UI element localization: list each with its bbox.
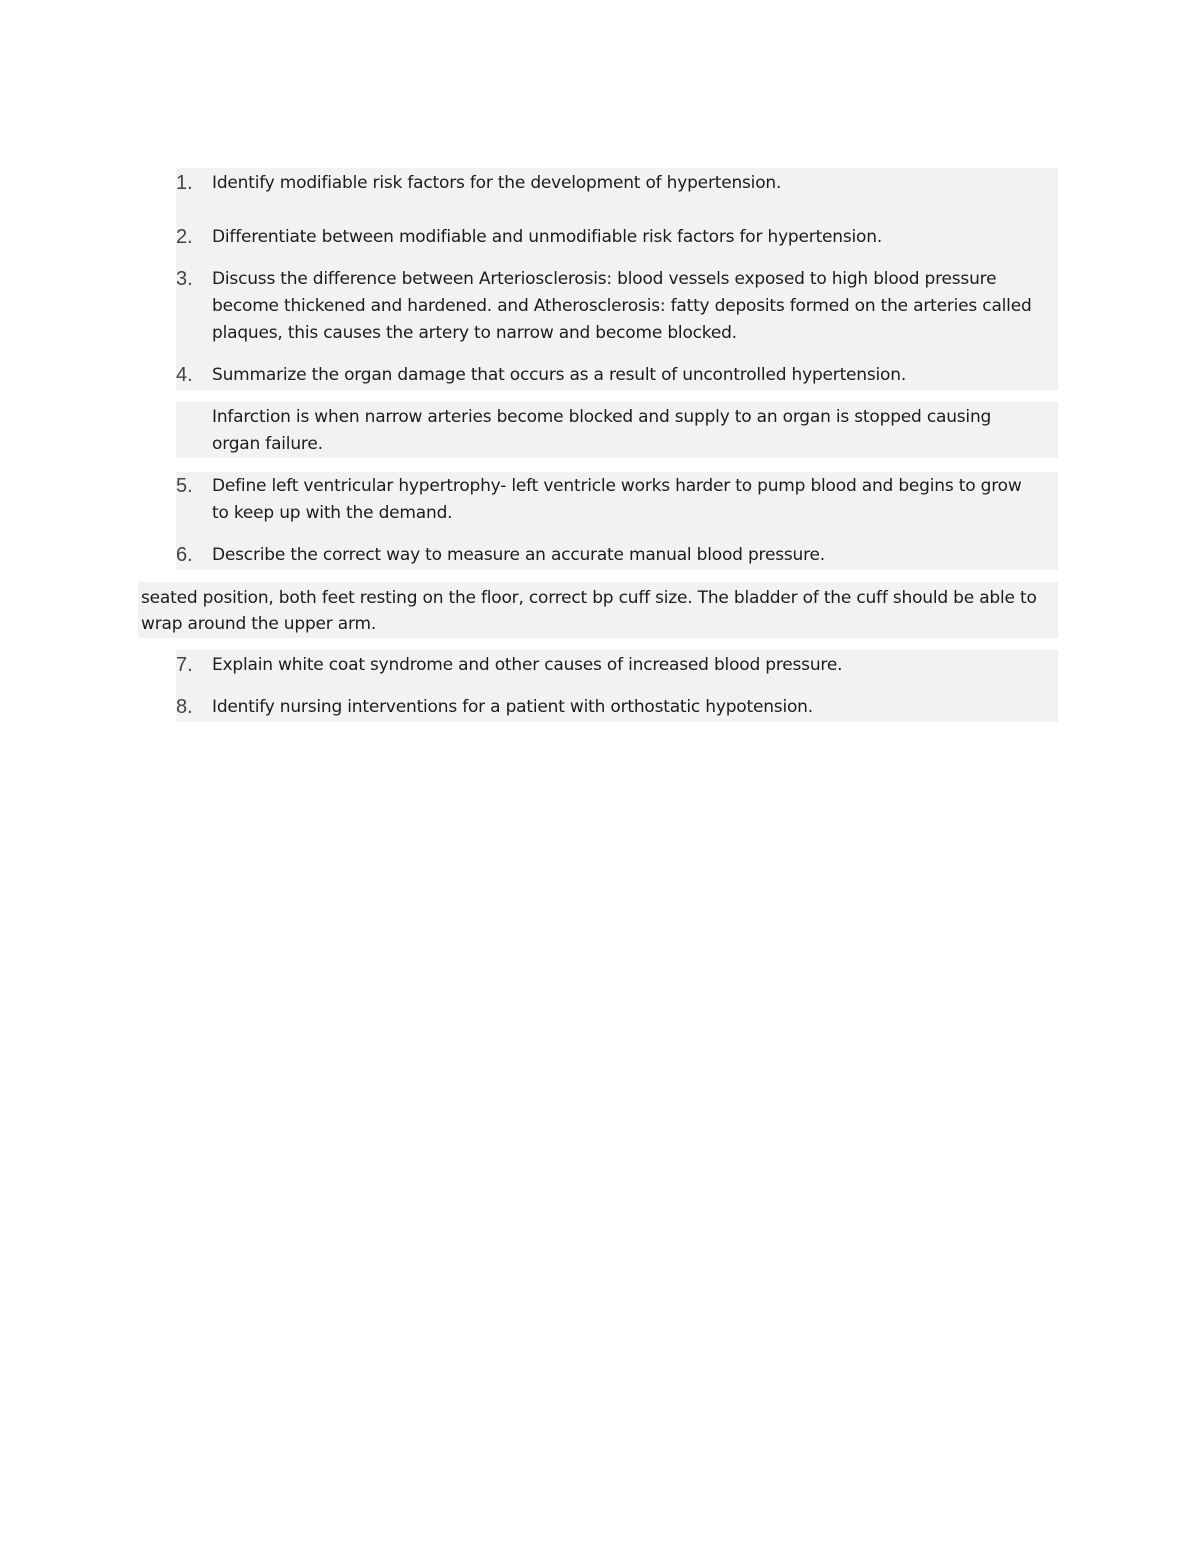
list-item-number: 7. [176,654,193,676]
list-item-text: Identify nursing interventions for a patient with orthostatic hypotension. [212,697,813,717]
list-item-text: Identify modifiable risk factors for the development of hypertension. [212,173,782,193]
list-item-number: 2. [176,226,193,248]
list-item-number: 4. [176,364,193,386]
list-item-text: Summarize the organ damage that occurs as a result of uncontrolled hypertension. [212,365,907,385]
list-item-text: Infarction is when narrow arteries become blocked and supply to an organ is stopped causing organ failure. [212,407,992,454]
list-item-number: 1. [176,172,193,194]
answer-paragraph [141,585,1061,637]
list-item-text: Describe the correct way to measure an accurate manual blood pressure. [212,545,825,565]
list-item-number: 6. [176,544,193,566]
list-item-number: 5. [176,475,193,497]
list-item-number: 3. [176,268,193,290]
list-item-text: Define left ventricular hypertrophy- left ventricle works harder to pump blood and begins to grow to keep up with the demand. [212,476,1022,523]
list-item-text: Differentiate between modifiable and unmodifiable risk factors for hypertension. [212,227,883,247]
list-item-text: Discuss the difference between Arteriosclerosis: blood vessels exposed to high blood pressure become thickened and hardened. and Atherosclerosis: fatty deposits formed on the arteries called plaques, this causes the artery to narrow and become blocked. [212,269,1032,343]
list-item-number: 8. [176,696,193,718]
list-item-text: Explain white coat syndrome and other causes of increased blood pressure. [212,655,843,675]
answer-text: seated position, both feet resting on the floor, correct bp cuff size. The bladder of the cuff should be able to wrap around the upper arm. [141,588,1037,634]
